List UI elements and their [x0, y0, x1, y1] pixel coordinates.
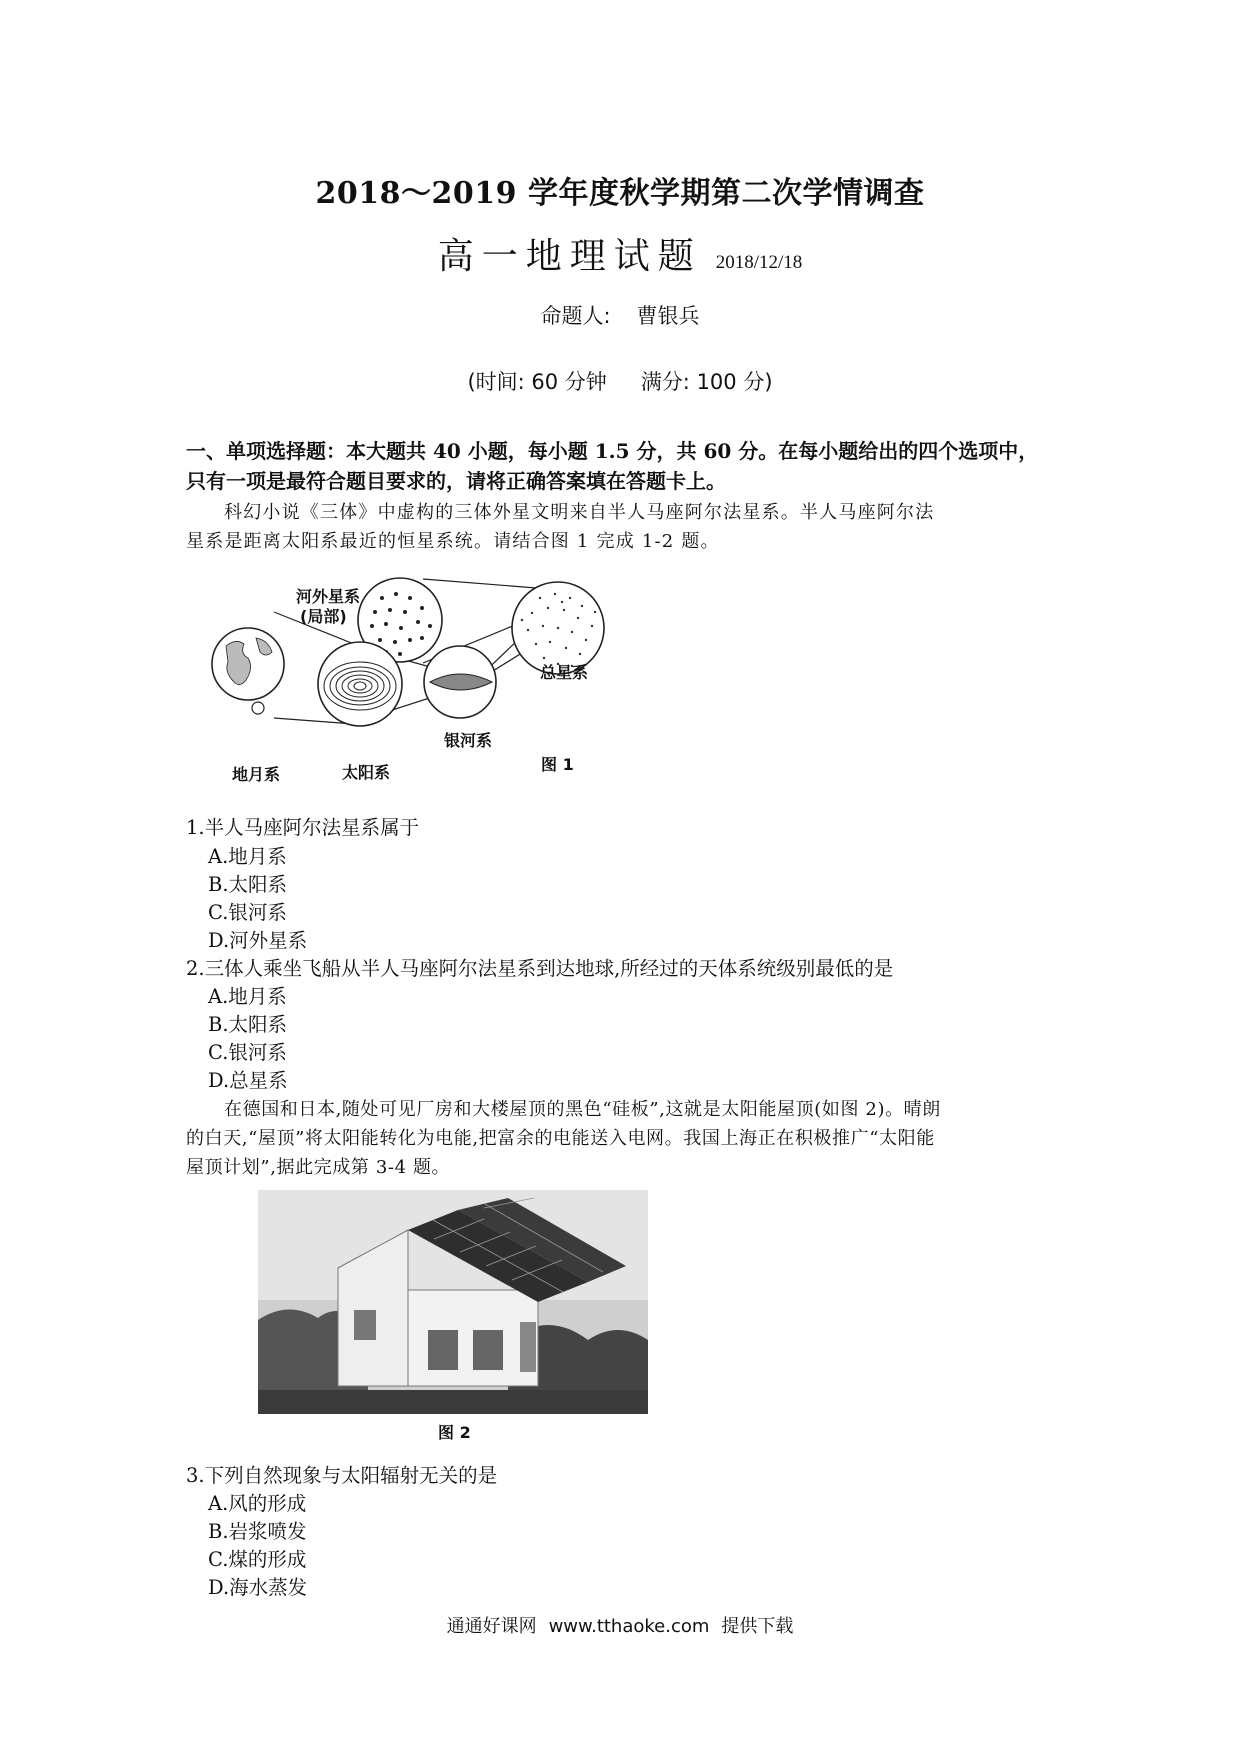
author-line: [0, 300, 1240, 330]
figure2-caption: 图 2: [438, 1423, 471, 1442]
section-heading-line1: 一、单项选择题：本大题共 40 小题，每小题 1.5 分，共 60 分。在每小题给出的四个选项中，: [186, 439, 1039, 463]
figure2-solar-roof-photo: [258, 1190, 648, 1414]
label-milky-way: 银河系: [444, 731, 493, 750]
passage1-line1: 科幻小说《三体》中虚构的三体外星文明来自半人马座阿尔法星系。半人马座阿尔法: [224, 502, 935, 523]
exam-title: 2018～2019 学年度秋学期第二次学情调查: [315, 176, 925, 211]
question3-option-b: B.岩浆喷发: [208, 1520, 307, 1543]
question1-option-c: C.银河系: [208, 901, 287, 924]
question1-option-a: A.地月系: [208, 845, 287, 868]
exam-date: 2018/12/18: [715, 252, 803, 273]
question3-stem: 3.下列自然现象与太阳辐射无关的是: [186, 1464, 498, 1487]
question1-option-b: B.太阳系: [208, 873, 288, 896]
moon: [252, 702, 264, 714]
time-score-line: [0, 366, 1240, 396]
subject-title: 高一地理试题: [437, 236, 702, 277]
footer-suffix: 提供下载: [721, 1616, 794, 1637]
passage2-line3: 屋顶计划”,据此完成第 3-4 题。: [186, 1157, 451, 1178]
question1-option-d: D.河外星系: [208, 929, 308, 952]
label-solar-system: 太阳系: [342, 763, 391, 782]
score-label: 满分: 100 分): [640, 370, 773, 394]
footer-url[interactable]: www.tthaoke.com: [548, 1616, 710, 1637]
page-footer: [0, 1612, 1240, 1638]
question3-option-a: A.风的形成: [208, 1492, 307, 1515]
question3-option-d: D.海水蒸发: [208, 1576, 308, 1599]
author-label: 命题人:: [540, 304, 611, 328]
label-universe: 总星系: [540, 663, 589, 682]
footer-site-name: 通通好课网: [446, 1616, 537, 1637]
question2-option-c: C.银河系: [208, 1041, 287, 1064]
question3-option-c: C.煤的形成: [208, 1548, 307, 1571]
time-label: (时间: 60 分钟: [467, 370, 607, 394]
label-earth-moon: 地月系: [232, 765, 281, 784]
figure1-caption: 图 1: [541, 755, 574, 774]
question2-option-a: A.地月系: [208, 985, 287, 1008]
question2-stem: 2.三体人乘坐飞船从半人马座阿尔法星系到达地球,所经过的天体系统级别最低的是: [186, 957, 894, 980]
label-extragalactic-partial: (局部): [300, 607, 347, 626]
passage2-line1: 在德国和日本,随处可见厂房和大楼屋顶的黑色“硅板”,这就是太阳能屋顶(如图 2)。晴朗: [224, 1099, 941, 1120]
author-name: 曹银兵: [636, 304, 700, 328]
question2-option-d: D.总星系: [208, 1069, 288, 1092]
label-extragalactic: 河外星系: [296, 587, 361, 606]
question1-stem: 1.半人马座阿尔法星系属于: [186, 816, 420, 839]
section-heading-line2: 只有一项是最符合题目要求的，请将正确答案填在答题卡上。: [186, 469, 726, 493]
passage1-line2: 星系是距离太阳系最近的恒星系统。请结合图 1 完成 1-2 题。: [186, 531, 720, 552]
question2-option-b: B.太阳系: [208, 1013, 288, 1036]
passage2-line2: 的白天,“屋顶”将太阳能转化为电能,把富余的电能送入电网。我国上海正在积极推广“太阳能: [186, 1128, 935, 1149]
subject-line: [0, 228, 1240, 279]
